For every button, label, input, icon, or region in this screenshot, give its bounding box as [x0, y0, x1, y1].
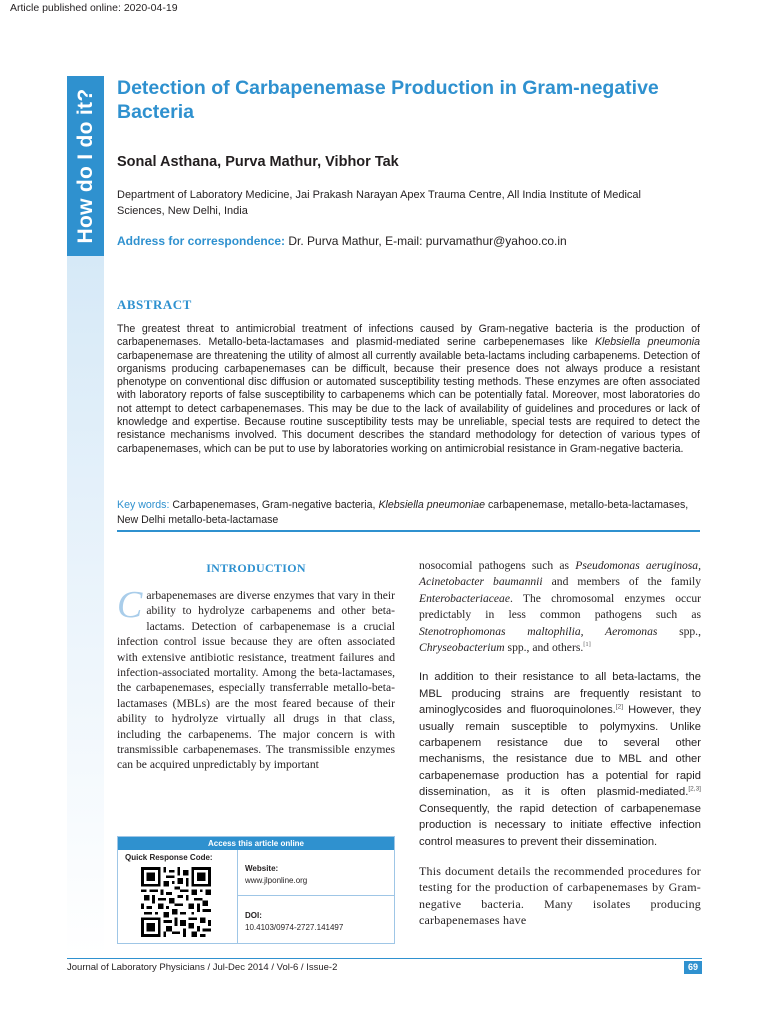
- qr-code-icon[interactable]: [141, 867, 211, 937]
- intro-right-column: [419, 558, 701, 942]
- introduction-heading: INTRODUCTION: [206, 561, 306, 575]
- section-tab-label: How do I do it?: [74, 88, 97, 244]
- doi-link[interactable]: 10.4103/0974-2727.141497: [245, 923, 344, 932]
- access-box-divider: [237, 850, 238, 944]
- correspondence-label: Address for correspondence:: [117, 234, 286, 248]
- p1-text: nosocomial pathogens such as: [419, 559, 576, 572]
- p1-text: spp.,: [657, 624, 701, 638]
- footer-divider: [67, 958, 702, 959]
- abstract-organism: Klebsiella pneumonia: [594, 336, 700, 349]
- article-title: Detection of Carbapenemase Production in Gram-negative Bacteria: [117, 77, 659, 123]
- p1-text: spp., and others.: [504, 641, 584, 655]
- publication-date: Article published online: 2020-04-19: [10, 2, 178, 14]
- keywords-organism: Klebsiella pneumoniae: [378, 499, 486, 511]
- doi-label: DOI:: [245, 911, 262, 920]
- intro-paragraph-3: This document details the recommended procedures for testing for the production of carbapenemases by Gram-negative bacteria. Many isolates producing carbapenemases have: [419, 863, 701, 928]
- p1-text: and members of the family: [542, 575, 701, 589]
- keywords-text-1: Carbapenemases, Gram-negative bacteria,: [169, 499, 379, 511]
- page-number: 69: [684, 961, 702, 974]
- access-box-heading: Access this article online: [118, 837, 394, 850]
- p2-text: However, they usually remain susceptible to polymyxins. Unlike carbapenem resistance due to several other mechanisms, the resistance due to MBL and other carbapenemase production has a potential for rapid dissemination, as it is often plasmid-mediated.: [419, 704, 701, 799]
- journal-footer: Journal of Laboratory Physicians / Jul-Dec 2014 / Vol-6 / Issue-2: [67, 962, 338, 973]
- p1-organism: Chryseobacterium: [419, 641, 505, 655]
- keywords: [117, 498, 700, 528]
- p1-organism: Enterobacteriaceae: [419, 591, 510, 605]
- citation[interactable]: [1]: [583, 641, 591, 649]
- keywords-divider: [117, 530, 700, 532]
- p2-text: In addition to their resistance to all beta-lactams, the MBL producing strains are frequently resistant to aminoglycosides and fluoroquinolones.: [419, 671, 701, 717]
- qr-label: Quick Response Code:: [125, 853, 213, 862]
- p1-organism: Pseudomonas aeruginosa, Acinetobacter baumannii: [419, 559, 702, 589]
- abstract-text-1: The greatest threat to antimicrobial treatment of infections caused by Gram-negative bacteria is the production of carbapenemases. Metallo-beta-lactamases and plasmid-mediated serine carbepenemases like: [117, 323, 700, 349]
- access-box-hdivider: [237, 895, 395, 896]
- intro-left-column: [117, 584, 395, 773]
- p2-text: Consequently, the rapid detection of carbapenemase production is necessary to initiate effective infection control measures to prevent their dissemination.: [419, 802, 701, 848]
- abstract-body: [117, 323, 700, 456]
- access-article-box: [117, 836, 395, 944]
- website-link[interactable]: www.jlponline.org: [245, 876, 308, 885]
- article-authors: Sonal Asthana, Purva Mathur, Vibhor Tak: [117, 154, 399, 170]
- p1-text: . The chromosomal enzymes occur predictably in less common pathogens such as: [419, 591, 701, 622]
- abstract-heading: ABSTRACT: [117, 297, 192, 312]
- website-label: Website:: [245, 864, 279, 873]
- intro-paragraph-1: [419, 558, 701, 656]
- citation[interactable]: [2,3]: [688, 785, 701, 793]
- intro-left-text: arbapenemases are diverse enzymes that vary in their ability to hydrolyze carbapenems and other beta-lactams. Detection of carbapenemase is a crucial infection control issue because they are often associated with extensive antibiotic resistance, treatment failures and infection-associated mortality. Among the beta-lactamases, the carbapenemases, especially transferrable metallo-beta-lactamases (MBLs) are the most feared because of their ability to hydrolyze virtually all drugs in that class, including the carbapenems. The major concern is with transmissible carbapenemases. The transmissible enzymes can be acquired unpredictably by important: [117, 589, 395, 772]
- abstract-text-2: carbapenemase are threatening the utility of almost all currently available beta-lactams including carbapenems. Detection of organisms producing carbapenemases can be difficult, because their presence does not always produce a resistant phenotype on conventional disc diffusion or automated susceptibility testing methods. These enzymes are often associated with laboratory reports of false susceptibility to carbapenems which can be potentially fatal. Moreover, most laboratories do not attempt to detect carbapenemases. This may be due to the lack of availability of guidelines and procedures or lack of knowledge and expertise. Because routine susceptibility tests may be unreliable, special tests are required to detect the resistance mechanisms involved. This document describes the standard methodology for detection of various types of carbapenemases, which can be put to use by laboratories working on antimicrobial resistance in Gram-negative bacteria.: [117, 349, 700, 455]
- author-affiliation: Department of Laboratory Medicine, Jai Prakash Narayan Apex Trauma Centre, All India Institute of Medical Sciences, New Delhi, India: [117, 189, 641, 217]
- keywords-label: Key words:: [117, 499, 170, 511]
- correspondence-text: Dr. Purva Mathur, E-mail: purvamathur@yahoo.co.in: [285, 234, 567, 248]
- intro-paragraph-2: [419, 669, 701, 849]
- citation[interactable]: [2]: [615, 703, 624, 711]
- correspondence: [117, 234, 567, 248]
- keywords-text-2: carbapenemase, metallo-beta-lactamases, New Delhi metallo-beta-lactamase: [117, 499, 689, 526]
- drop-cap: C: [117, 584, 143, 626]
- side-gradient-strip: [67, 256, 104, 956]
- p1-organism: Stenotrophomonas maltophilia, Aeromonas: [419, 624, 658, 638]
